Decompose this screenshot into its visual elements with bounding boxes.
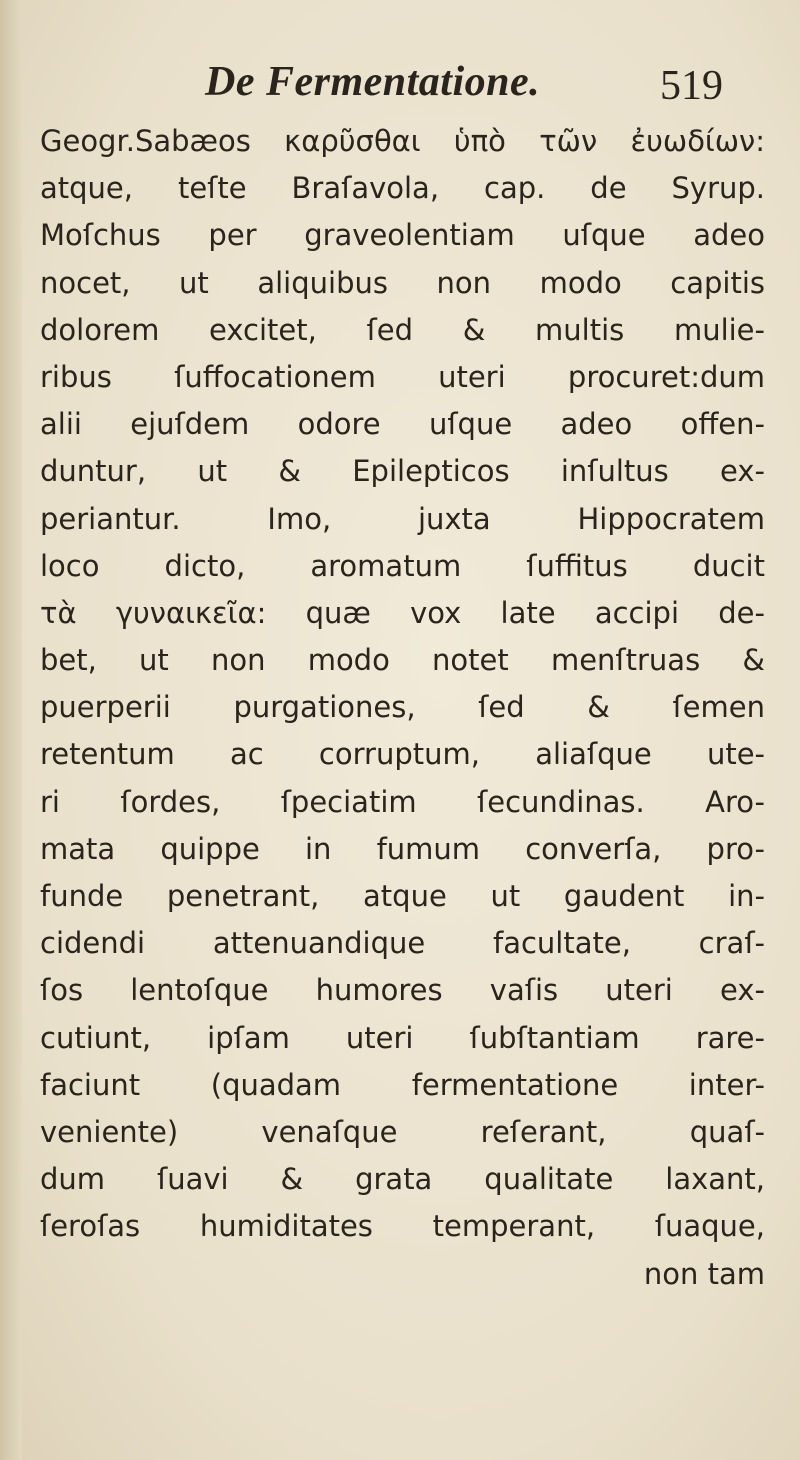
text-line: ribus ſuffocationem uteri procuret:dum <box>40 359 765 394</box>
text-line: ſos lentoſque humores vaſis uteri ex- <box>40 973 765 1008</box>
page-number: 519 <box>660 63 723 109</box>
running-title: De Fermentatione. <box>205 59 541 105</box>
body-text <box>40 118 765 1298</box>
text-line: alii ejuſdem odore uſque adeo offen- <box>40 407 765 442</box>
catchword: non tam <box>643 1256 765 1291</box>
text-line: cutiunt, ipſam uteri ſubſtantiam rare- <box>40 1020 765 1055</box>
text-line: veniente) venaſque reſerant, quaſ- <box>40 1114 765 1149</box>
text-line: faciunt (quadam fermentatione inter- <box>40 1067 765 1102</box>
text-line: dolorem excitet, ſed & multis mulie- <box>40 312 765 347</box>
text-line: bet, ut non modo notet menſtruas & <box>40 643 765 678</box>
text-line: funde penetrant, atque ut gaudent in- <box>40 879 765 913</box>
text-line: nocet, ut aliquibus non modo capitis <box>40 265 765 300</box>
text-line: dum ſuavi & grata qualitate laxant, <box>40 1162 765 1197</box>
text-line: ri ſordes, ſpeciatim ſecundinas. Aro- <box>40 784 765 819</box>
text-line: duntur, ut & Epilepticos inſultus ex- <box>40 454 765 489</box>
text-line: Moſchus per graveolentiam uſque adeo <box>40 218 765 253</box>
text-line: atque, teſte Braſavola, cap. de Syrup. <box>40 171 765 206</box>
text-line: puerperii purgationes, ſed & ſemen <box>40 690 765 725</box>
text-line: retentum ac corruptum, aliaſque ute- <box>40 737 765 772</box>
text-line: ſeroſas humiditates temperant, ſuaque, <box>40 1209 765 1244</box>
binding-gutter <box>0 0 22 1460</box>
text-line: mata quippe in fumum converſa, pro- <box>40 831 765 866</box>
text-line: loco dicto, aromatum ſuffitus ducit <box>40 548 765 583</box>
text-line: periantur. Imo, juxta Hippocratem <box>40 501 765 536</box>
text-line: τὰ γυναικεῖα: quæ vox late accipi de- <box>40 595 765 630</box>
text-line: Geogr.Sabæos καρῦσθαι ὑπὸ τῶν ἐυωδίων: <box>40 124 765 158</box>
text-line: cidendi attenuandique facultate, craſ- <box>40 926 765 961</box>
page-header <box>0 58 800 118</box>
